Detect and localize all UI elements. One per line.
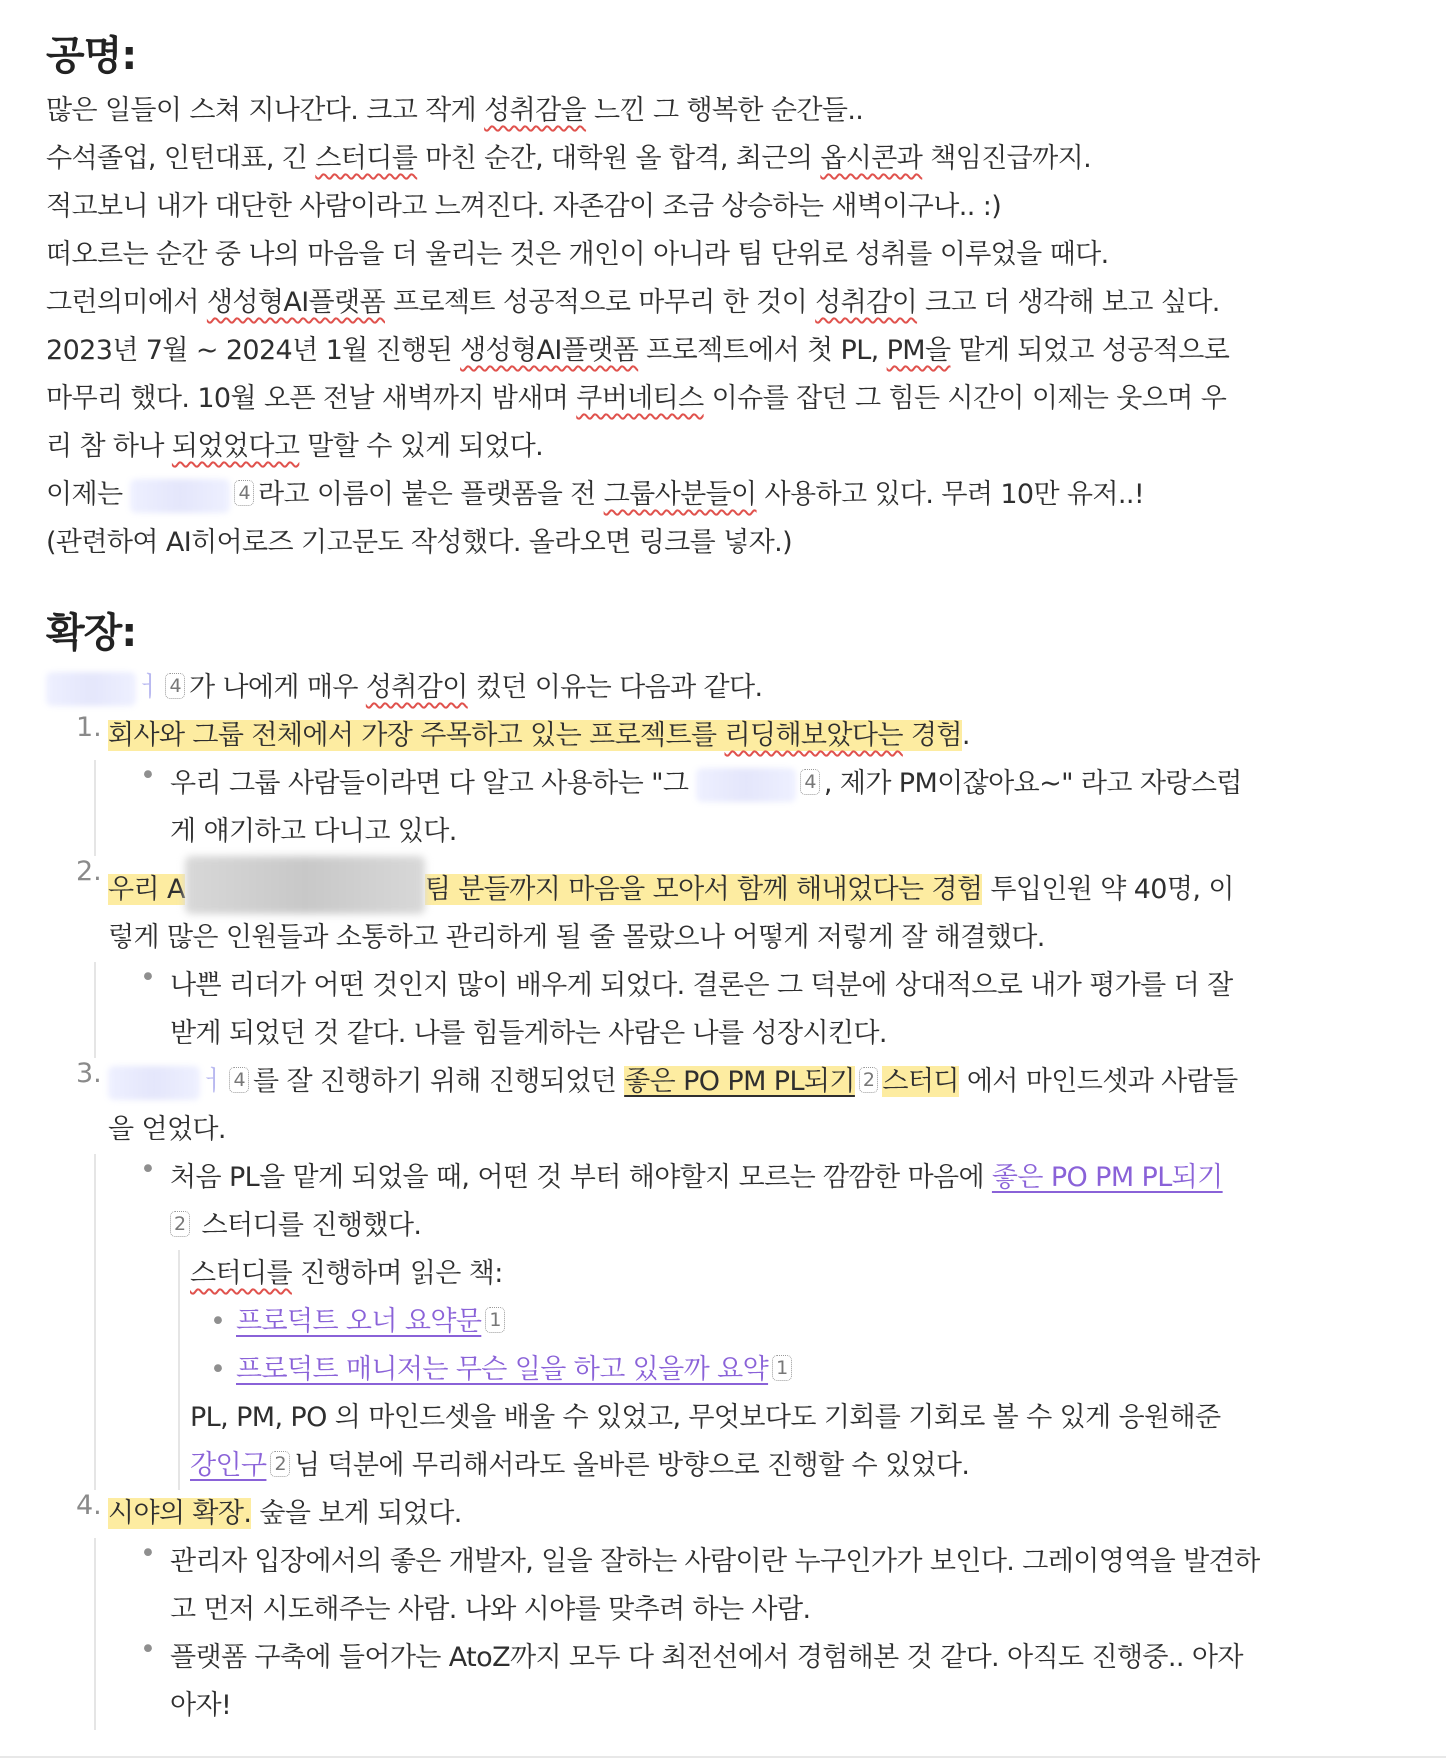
nested-block	[178, 1250, 1406, 1490]
list-number: 1.	[76, 712, 102, 743]
paragraph-line	[46, 471, 1406, 519]
book-item	[186, 1346, 1406, 1394]
mention-count-badge[interactable]: 4	[229, 1067, 249, 1093]
mention-count-badge[interactable]: 2	[859, 1067, 879, 1093]
sub-list	[94, 1538, 1406, 1730]
list-number: 2.	[76, 856, 102, 887]
spellcheck-word: 쿠버네티스	[576, 383, 704, 414]
text: 프로젝트 성공적으로 마무리 한 것이	[385, 287, 816, 318]
paragraph-line	[46, 135, 1406, 183]
paragraph-line	[46, 87, 1406, 135]
text: 라고 이름이 붙은 플랫폼을 전	[257, 479, 604, 510]
bullet-icon: •	[140, 962, 156, 993]
mention-count-badge[interactable]: 2	[270, 1451, 290, 1477]
text: 이슈를 잡던 그 힘든 시간이 이제는 웃으며 우	[703, 383, 1227, 414]
bullet-icon: •	[210, 1354, 226, 1385]
paragraph-line	[186, 1442, 1406, 1490]
spellcheck-word: 옵시콘과	[820, 143, 923, 174]
bullet-icon: •	[140, 760, 156, 791]
bullet-line	[170, 1202, 1406, 1250]
spellcheck-word: 스터디를	[315, 143, 418, 174]
page-link[interactable]: 좋은 PO PM PL되기	[991, 1162, 1223, 1193]
sub-list	[94, 962, 1406, 1058]
text: 느낀 그 행복한 순간들..	[586, 95, 864, 126]
bullet-icon: •	[140, 1634, 156, 1665]
item-line: 렇게 많은 인원들과 소통하고 관리하게 될 줄 몰랐으나 어떻게 저렇게 잘 해결했다.	[108, 922, 1045, 953]
mention-count-badge[interactable]: 4	[234, 480, 254, 506]
paragraph-line: 적고보니 내가 대단한 사람이라고 느껴진다. 자존감이 조금 상승하는 새벽이구나.. :)	[46, 191, 1002, 222]
book-link[interactable]: 프로덕트 오너 요약문	[236, 1306, 482, 1337]
mention-count-badge[interactable]: 4	[165, 673, 185, 699]
spellcheck-word: 스터디를	[190, 1258, 292, 1289]
redacted-mention[interactable]	[696, 768, 796, 802]
sub-list	[94, 760, 1406, 856]
paragraph-line	[46, 423, 1406, 471]
bullet-line	[170, 1154, 1406, 1202]
paragraph-line: (관련하여 AI히어로즈 기고문도 작성했다. 올라오면 링크를 넣자.)	[46, 527, 793, 558]
redacted-text	[185, 856, 425, 914]
mention-count-badge[interactable]: 1	[485, 1307, 505, 1333]
book-item	[186, 1298, 1406, 1346]
text: 말할 수 있게 되었다.	[299, 431, 544, 462]
mention-count-badge[interactable]: 2	[170, 1211, 190, 1237]
item-line	[108, 1058, 1406, 1106]
text: .	[961, 720, 970, 751]
books-label	[186, 1250, 1406, 1298]
list-item	[46, 1490, 1406, 1538]
paragraph-line	[46, 327, 1406, 375]
bullet-line: 아자!	[170, 1690, 232, 1721]
text: 맡게 되었고 성공적으로	[950, 335, 1230, 366]
spellcheck-word: 생성형AI플랫폼	[206, 287, 385, 318]
text: 사용하고 있다. 무려 10만 유저..!	[756, 479, 1145, 510]
highlight-link[interactable]: 좋은 PO PM PL되기	[624, 1066, 855, 1097]
mention-count-badge[interactable]: 1	[772, 1355, 792, 1381]
bullet-line	[170, 760, 1406, 808]
sub-list	[94, 1154, 1406, 1490]
highlight-text: 우리 A	[108, 874, 185, 905]
item-line: 을 얻었다.	[108, 1114, 226, 1145]
text: 마무리 했다. 10월 오픈 전날 새벽까지 밤새며	[46, 383, 577, 414]
book-link[interactable]: 프로덕트 매니저는 무슨 일을 하고 있을까 요약	[236, 1354, 769, 1385]
person-link[interactable]: 강인구	[190, 1450, 267, 1481]
paragraph-line: PL, PM, PO 의 마인드셋을 배울 수 있었고, 무엇보다도 기회를 기회로 볼 수 있게 응원해준	[190, 1402, 1221, 1433]
item-line	[108, 712, 1406, 760]
highlight-text: 시야의 확장.	[108, 1498, 252, 1529]
redacted-mention[interactable]	[108, 1066, 200, 1100]
spellcheck-word: 성취감을	[484, 95, 587, 126]
text: 많은 일들이 스쳐 지나간다. 크고 작게	[46, 95, 485, 126]
bullet-line: 받게 되었던 것 같다. 나를 힘들게하는 사람은 나를 성장시킨다.	[170, 1018, 887, 1049]
bullet-icon: •	[140, 1538, 156, 1569]
list-number: 4.	[76, 1490, 102, 1521]
list-number: 3.	[76, 1058, 102, 1089]
paragraph-line	[46, 375, 1406, 423]
text: 처음 PL을 맡게 되었을 때, 어떤 것 부터 해야할지 모르는 깜깜한 마음에	[170, 1162, 992, 1193]
text: 님 덕분에 무리해서라도 올바른 방향으로 진행할 수 있었다.	[293, 1450, 970, 1481]
text: 를 잘 진행하기 위해 진행되었던	[252, 1066, 625, 1097]
text: 스터디를 진행했다.	[201, 1210, 422, 1241]
redacted-mention[interactable]	[130, 479, 230, 513]
bullet-line: 고 먼저 시도해주는 사람. 나와 시야를 맞추려 하는 사람.	[170, 1594, 811, 1625]
highlight-text: 회사와 그룹 전체에서 가장 주목하고 있는 프로젝트를	[108, 720, 725, 751]
bullet-icon: •	[140, 1154, 156, 1185]
text: 이제는	[46, 479, 131, 510]
highlight-text: 경험	[902, 720, 962, 751]
redacted-mention[interactable]	[46, 672, 136, 706]
text: 마친 순간, 대학원 올 합격, 최근의	[417, 143, 821, 174]
text: 숲을 보게 되었다.	[251, 1498, 462, 1529]
bullet-line: 나쁜 리더가 어떤 것인지 많이 배우게 되었다. 결론은 그 덕분에 상대적으로 내가 평가를 더 잘	[170, 970, 1233, 1001]
text: 2023년 7월 ~ 2024년 1월 진행된	[46, 335, 461, 366]
item-line	[108, 856, 1406, 914]
paragraph-line	[46, 279, 1406, 327]
expansion-intro	[46, 664, 1406, 712]
mention-tail[interactable]: ㅓ	[136, 672, 162, 703]
highlight-text: 팀 분들까지 마음을 모아서 함께 해내었다는 경험	[424, 874, 983, 905]
highlight-text: 스터디	[882, 1066, 959, 1097]
spellcheck-word: PM을	[886, 335, 951, 366]
bullet-line: 게 얘기하고 다니고 있다.	[170, 816, 457, 847]
spellcheck-word: 되었었다고	[171, 431, 300, 462]
spellcheck-word: 생성형AI플랫폼	[460, 335, 639, 366]
spellcheck-word: 성취감이	[365, 672, 468, 703]
highlight-spellcheck-word: 리딩해보았다는	[724, 720, 903, 751]
text: 가 나에게 매우	[188, 672, 366, 703]
paragraph-line: 떠오르는 순간 중 나의 마음을 더 울리는 것은 개인이 아니라 팀 단위로 성취를 이루었을 때다.	[46, 239, 1109, 270]
text: 진행하며 읽은 책:	[291, 1258, 503, 1289]
heading-expansion: 확장:	[46, 610, 137, 656]
heading-empathy: 공명:	[46, 33, 137, 79]
list-item	[46, 712, 1406, 760]
text: 수석졸업, 인턴대표, 긴	[46, 143, 316, 174]
expansion-body	[46, 664, 1406, 1730]
bullet-icon: •	[210, 1306, 226, 1337]
spellcheck-word: 그룹사분들이	[603, 479, 757, 510]
bullet-line: 관리자 입장에서의 좋은 개발자, 일을 잘하는 사람이란 누구인가가 보인다. 그레이영역을 발견하	[170, 1546, 1260, 1577]
text: 컸던 이유는 다음과 같다.	[467, 672, 763, 703]
empathy-body	[46, 87, 1406, 567]
text: 그런의미에서	[46, 287, 207, 318]
text: 프로젝트에서 첫 PL,	[638, 335, 887, 366]
text: 크고 더 생각해 보고 싶다.	[917, 287, 1220, 318]
text: 우리 그룹 사람들이라면 다 알고 사용하는 "그	[170, 768, 697, 799]
list-item	[46, 1058, 1406, 1154]
text: 리 참 하나	[46, 431, 172, 462]
spellcheck-word: 성취감이	[815, 287, 918, 318]
item-line	[108, 1490, 1406, 1538]
mention-tail[interactable]: ㅓ	[200, 1066, 226, 1097]
text: 에서 마인드셋과 사람들	[958, 1066, 1238, 1097]
list-item	[46, 856, 1406, 962]
text: 책임진급까지.	[922, 143, 1092, 174]
bullet-line: 플랫폼 구축에 들어가는 AtoZ까지 모두 다 최전선에서 경험해본 것 같다. 아직도 진행중.. 아자	[170, 1642, 1243, 1673]
text: , 제가 PM이잖아요~" 라고 자랑스럽	[823, 768, 1242, 799]
text: 투입인원 약 40명, 이	[982, 874, 1234, 905]
mention-count-badge[interactable]: 4	[800, 769, 820, 795]
